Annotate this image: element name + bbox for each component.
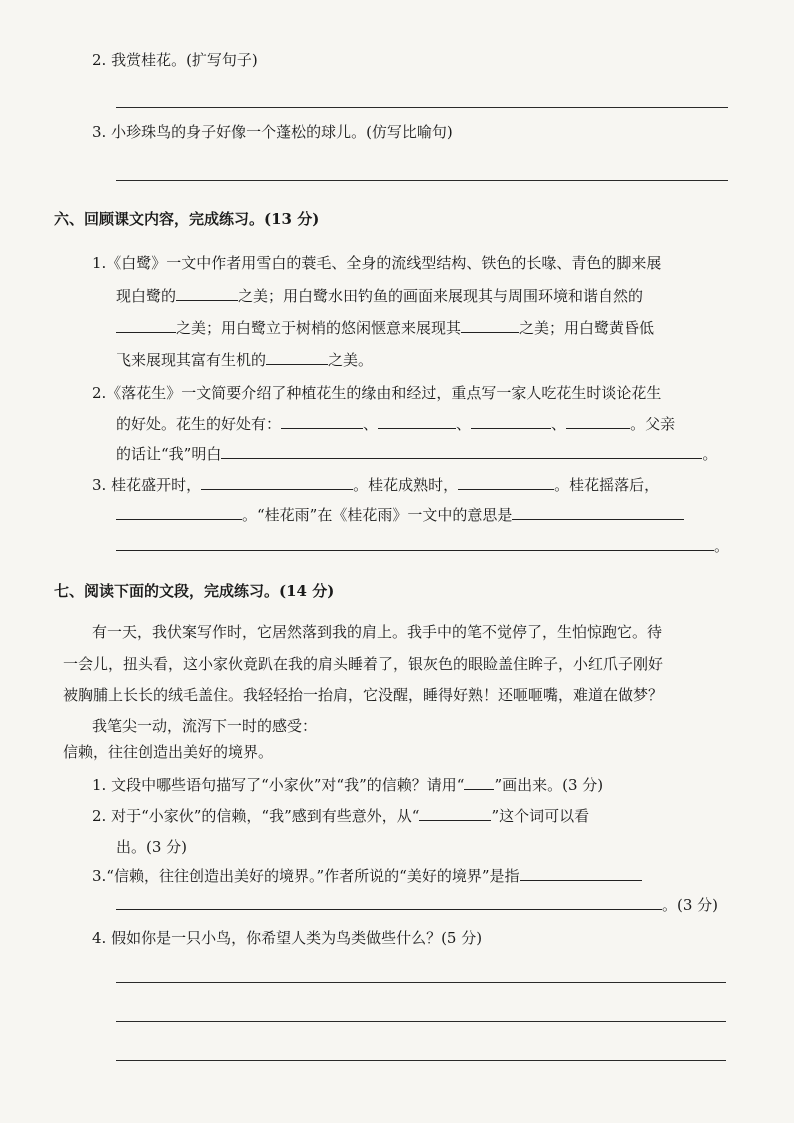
s6-q1-line1: 1.《白鹭》一文中作者用雪白的蓑毛、全身的流线型结构、铁色的长喙、青色的脚来展 <box>92 254 662 272</box>
s7-q3-line1 <box>92 866 642 886</box>
s6-q1-line4 <box>116 350 373 370</box>
s6-q3-blank-2[interactable] <box>458 475 554 490</box>
s6-q1-text: 飞来展现其富有生机的 <box>116 351 267 369</box>
s6-q2-line3 <box>116 444 717 464</box>
s6-q2-text: 的话让“我”明白 <box>116 445 222 463</box>
s6-q3-line2 <box>116 505 684 525</box>
s6-q2-line2 <box>116 414 675 434</box>
passage-line: 我笔尖一动，流泻下一时的感受： <box>92 717 318 735</box>
s7-q3-line2 <box>116 895 718 915</box>
s6-q3-line1 <box>92 475 659 495</box>
s6-q1-text: 现白鹭的 <box>116 287 177 305</box>
s6-q1-text: 之美；用白鹭水田钓鱼的画面来展现其与周围环境和谐自然的 <box>238 287 644 305</box>
s6-q3-text: 。“桂花雨”在《桂花雨》一文中的意思是 <box>242 506 513 524</box>
s7-q1 <box>92 775 603 795</box>
s7-q1-text: ”画出来。(3 分) <box>494 776 604 794</box>
s6-q1-blank-2[interactable] <box>116 318 176 333</box>
s7-q4: 4. 假如你是一只小鸟，你希望人类为鸟类做些什么？(5 分) <box>92 929 483 947</box>
s6-q2-blank-4[interactable] <box>566 414 630 429</box>
s6-q3-blank-4[interactable] <box>512 505 684 520</box>
s6-q1-line2 <box>116 286 643 306</box>
passage-line: 一会儿，扭头看，这小家伙竟趴在我的肩头睡着了，银灰色的眼睑盖住眸子，小红爪子刚好 <box>63 655 664 673</box>
s6-q3-text: 。 <box>714 537 730 555</box>
s6-q1-text: 之美；用白鹭立于树梢的悠闲惬意来展现其 <box>176 319 462 337</box>
s6-q2-line1: 2.《落花生》一文简要介绍了种植花生的缘由和经过，重点写一家人吃花生时谈论花生 <box>92 384 662 402</box>
s6-q2-sep: 、 <box>456 415 472 433</box>
passage-line: 有一天，我伏案写作时，它居然落到我的肩上。我手中的笔不觉停了，生怕惊跑它。待 <box>92 623 663 641</box>
s7-q3-text: 。(3 分) <box>662 896 719 914</box>
s6-q2-blank-5[interactable] <box>221 444 702 459</box>
s7-q2-blank[interactable] <box>419 806 491 821</box>
s6-q1-line3 <box>116 318 654 338</box>
s7-q4-answer-line-3[interactable] <box>116 1060 726 1061</box>
s7-q4-answer-line-1[interactable] <box>116 982 726 983</box>
s6-q2-blank-1[interactable] <box>281 414 363 429</box>
s5-q3: 3. 小珍珠鸟的身子好像一个蓬松的球儿。(仿写比喻句) <box>92 123 453 141</box>
s6-q2-text: 。父亲 <box>630 415 676 433</box>
s6-q3-blank-1[interactable] <box>201 475 353 490</box>
s6-q3-text: 。桂花成熟时， <box>353 476 459 494</box>
s7-q2-line1 <box>92 806 589 826</box>
s6-q2-blank-3[interactable] <box>471 414 551 429</box>
s5-q2: 2. 我赏桂花。(扩写句子) <box>92 51 258 69</box>
s6-q3-text: 3. 桂花盛开时， <box>92 476 202 494</box>
s6-q2-blank-2[interactable] <box>378 414 456 429</box>
s7-q4-answer-line-2[interactable] <box>116 1021 726 1022</box>
s7-q2-line2: 出。(3 分) <box>116 838 188 856</box>
s6-q2-sep: 、 <box>363 415 379 433</box>
s7-q3-blank-1[interactable] <box>520 866 642 881</box>
s5-q2-answer-line[interactable] <box>116 107 728 108</box>
s6-q3-blank-5[interactable] <box>116 536 714 551</box>
s6-q2-text: 的好处。花生的好处有： <box>116 415 282 433</box>
s5-q3-answer-line[interactable] <box>116 180 728 181</box>
s7-q1-text: 1. 文段中哪些语句描写了“小家伙”对“我”的信赖？请用“ <box>92 776 465 794</box>
s6-q2-sep: 、 <box>551 415 567 433</box>
s6-q2-text: 。 <box>702 445 718 463</box>
s6-q1-text: 之美；用白鹭黄昏低 <box>519 319 655 337</box>
s7-q3-blank-2[interactable] <box>116 895 662 910</box>
s7-q2-text: 2. 对于“小家伙”的信赖，“我”感到有些意外，从“ <box>92 807 420 825</box>
s6-q1-text: 之美。 <box>328 351 374 369</box>
s6-q1-blank-4[interactable] <box>266 350 328 365</box>
s6-q1-blank-1[interactable] <box>176 286 238 301</box>
section-6-title: 六、回顾课文内容，完成练习。(13 分) <box>54 210 320 228</box>
s6-q3-blank-3[interactable] <box>116 505 242 520</box>
s6-q3-line3 <box>116 536 729 556</box>
s7-q3-text: 3.“信赖，往往创造出美好的境界。”作者所说的“美好的境界”是指 <box>92 867 520 885</box>
passage-line: 被胸脯上长长的绒毛盖住。我轻轻抬一抬肩，它没醒，睡得好熟！还咂咂嘴，难道在做梦？ <box>63 686 664 704</box>
section-7-title: 七、阅读下面的文段，完成练习。(14 分) <box>54 582 335 600</box>
s6-q3-text: 。桂花摇落后， <box>554 476 660 494</box>
s7-q1-underline-sample <box>464 775 494 790</box>
passage-line: 信赖，往往创造出美好的境界。 <box>63 743 274 761</box>
s7-q2-text: ”这个词可以看 <box>491 807 590 825</box>
s6-q1-blank-3[interactable] <box>461 318 519 333</box>
